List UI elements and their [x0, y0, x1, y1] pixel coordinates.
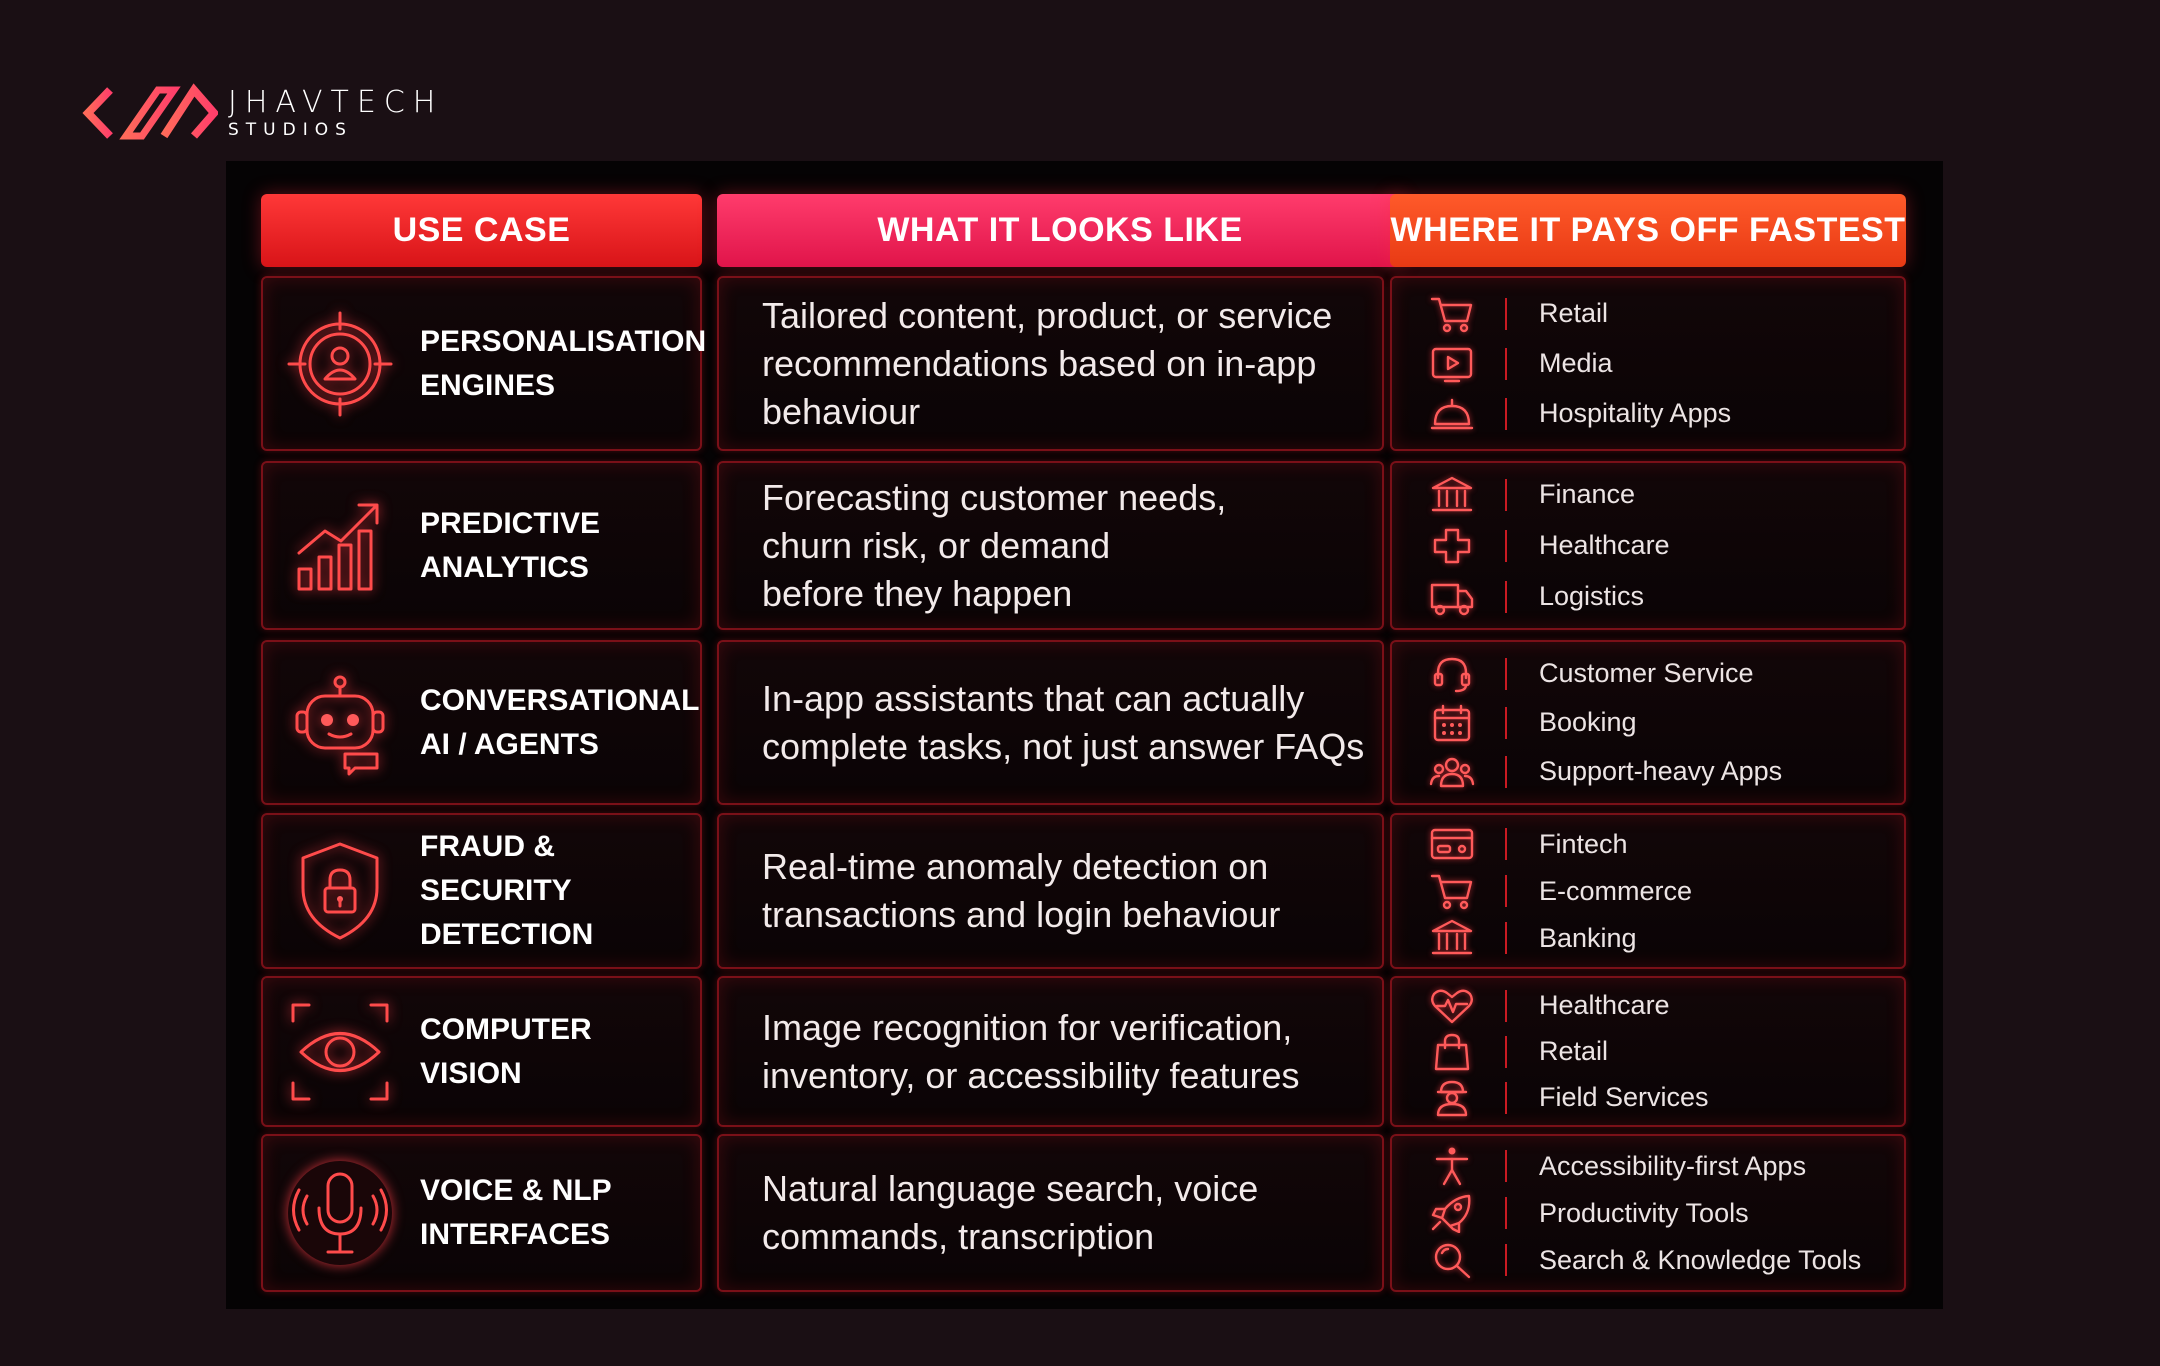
sector-item — [1392, 875, 1904, 906]
sector-item — [1392, 530, 1904, 560]
brand-subtitle: STUDIOS — [228, 120, 353, 140]
card-icon — [1429, 824, 1475, 864]
description-text: In-app assistants that can actually complete tasks, not just answer FAQs — [762, 677, 1365, 767]
row-sectors — [1390, 276, 1906, 451]
growth-chart-icon — [285, 491, 395, 601]
sector-item — [1392, 922, 1904, 953]
bag-icon — [1429, 1032, 1475, 1072]
sector-label: Booking — [1539, 707, 1637, 737]
description-text: Real-time anomaly detection on transactions and login behaviour — [762, 846, 1281, 935]
sector-label: Media — [1539, 348, 1613, 378]
play-icon — [1429, 344, 1475, 384]
row-sectors — [1390, 1134, 1906, 1292]
sector-item — [1392, 990, 1904, 1020]
sector-label: Retail — [1539, 298, 1609, 328]
sector-item — [1392, 756, 1904, 786]
description-text: Forecasting customer needs, churn risk, or demand before they happen — [762, 476, 1227, 614]
sector-item — [1392, 1150, 1904, 1181]
truck-icon — [1429, 577, 1475, 617]
sector-label: Field Services — [1539, 1082, 1709, 1112]
sector-label: Accessibility-first Apps — [1539, 1150, 1807, 1181]
worker-icon — [1429, 1078, 1475, 1118]
users-icon — [1429, 752, 1475, 792]
sector-label: Productivity Tools — [1539, 1197, 1749, 1228]
sector-item — [1392, 1197, 1904, 1228]
headset-icon — [1429, 654, 1475, 694]
row-use-case — [261, 461, 702, 630]
sector-label: Hospitality Apps — [1539, 398, 1732, 428]
sector-label: Banking — [1539, 922, 1637, 953]
heart-pulse-icon — [1429, 986, 1475, 1026]
sector-label: Fintech — [1539, 828, 1628, 859]
row-description — [717, 976, 1384, 1127]
row-description — [717, 813, 1384, 969]
sector-item — [1392, 1036, 1904, 1066]
row-use-case — [261, 276, 707, 451]
row-description — [717, 461, 1384, 630]
sector-label: Search & Knowledge Tools — [1539, 1244, 1862, 1275]
use-case-label: COMPUTER VISION — [420, 1012, 592, 1090]
shield-lock-icon — [285, 836, 395, 946]
header-where-it-pays-off: WHERE IT PAYS OFF FASTEST — [1390, 194, 1906, 267]
row-description — [717, 640, 1384, 805]
target-user-icon — [285, 309, 395, 419]
row-sectors — [1390, 640, 1906, 805]
use-case-label: VOICE & NLP INTERFACES — [420, 1174, 612, 1251]
sector-label: Support-heavy Apps — [1539, 756, 1783, 786]
use-case-label: FRAUD & SECURITY DETECTION — [420, 830, 594, 951]
bank-icon — [1429, 475, 1475, 515]
description-text: Image recognition for verification, inventory, or accessibility features — [762, 1006, 1300, 1096]
search-icon — [1429, 1240, 1475, 1280]
row-sectors — [1390, 461, 1906, 630]
sector-label: Logistics — [1539, 581, 1645, 611]
microphone-icon — [285, 1158, 395, 1268]
sector-label: E-commerce — [1539, 875, 1693, 906]
sector-label: Retail — [1539, 1036, 1609, 1066]
use-case-label: PERSONALISATION ENGINES — [420, 324, 707, 402]
brand-name: JHAVTECH — [228, 85, 444, 120]
rocket-icon — [1429, 1193, 1475, 1233]
header-use-case: USE CASE — [261, 194, 702, 267]
sector-item — [1392, 581, 1904, 611]
bank-icon — [1429, 918, 1475, 958]
sector-label: Customer Service — [1539, 658, 1754, 688]
use-case-table — [226, 161, 1943, 1309]
use-case-label: PREDICTIVE ANALYTICS — [420, 506, 601, 584]
sector-label: Healthcare — [1539, 990, 1670, 1020]
row-sectors — [1390, 813, 1906, 969]
brand-logo — [82, 78, 443, 148]
row-description — [717, 276, 1384, 451]
sector-item — [1392, 348, 1904, 378]
sector-item — [1392, 298, 1904, 328]
calendar-icon — [1429, 703, 1475, 743]
medical-cross-icon — [1429, 526, 1475, 566]
sector-label: Finance — [1539, 479, 1636, 509]
cart-icon — [1429, 871, 1475, 911]
row-description — [717, 1134, 1384, 1292]
eye-scan-icon — [285, 997, 395, 1107]
sector-item — [1392, 398, 1904, 428]
jhavtech-logo-icon — [82, 78, 218, 148]
sector-item — [1392, 479, 1904, 509]
sector-item — [1392, 1244, 1904, 1275]
row-use-case — [261, 640, 702, 805]
sector-label: Healthcare — [1539, 530, 1670, 560]
description-text: Natural language search, voice commands, transcription — [762, 1168, 1259, 1257]
row-sectors — [1390, 976, 1906, 1127]
row-use-case — [261, 976, 702, 1127]
sector-item — [1392, 828, 1904, 859]
sector-item — [1392, 1082, 1904, 1112]
sector-item — [1392, 707, 1904, 737]
cloche-icon — [1429, 394, 1475, 434]
sector-item — [1392, 658, 1904, 688]
robot-icon — [285, 668, 395, 778]
use-case-label: CONVERSATIONAL AI / AGENTS — [420, 683, 700, 761]
row-use-case — [261, 1134, 702, 1292]
header-what-it-looks-like: WHAT IT LOOKS LIKE — [717, 194, 1403, 267]
row-use-case — [261, 813, 702, 969]
description-text: Tailored content, product, or service recommendations based on in-app behaviour — [762, 294, 1333, 432]
cart-icon — [1429, 294, 1475, 334]
accessibility-icon — [1429, 1146, 1475, 1186]
